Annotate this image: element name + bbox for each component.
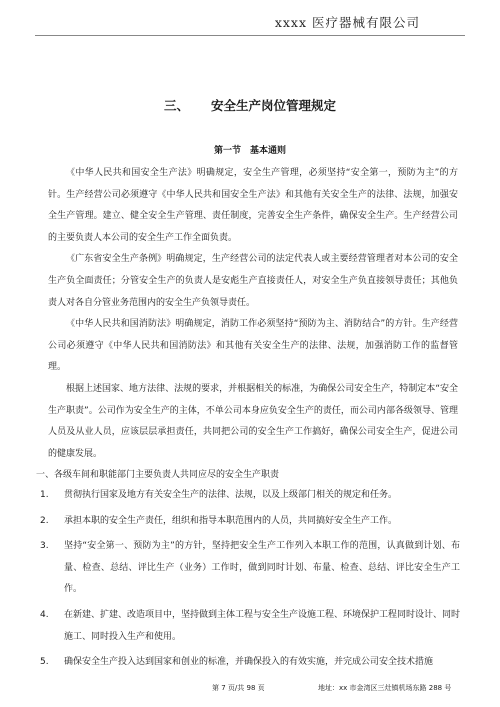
list-item-text: 贯彻执行国家及地方有关安全生产的法律、法规，以及上级部门相关的规定和任务。 xyxy=(64,490,398,500)
list-item-index: 4. xyxy=(40,609,49,620)
header-divider xyxy=(35,35,465,36)
list-item-index: 3. xyxy=(40,541,49,552)
list-item xyxy=(40,485,460,507)
list-item-index: 1. xyxy=(40,490,49,500)
list-item-text: 确保安全生产投入达到国家和创业的标准，并确保投入的有效实施，并完成公司安全技术措施 xyxy=(64,657,434,668)
page-number: 第 7 页/共 98 页 xyxy=(212,684,265,692)
chapter-number: 三、 xyxy=(163,98,189,113)
footer-address: 地址：xx 市金湾区三灶镇机场东路 288 号 xyxy=(318,684,452,692)
list-item xyxy=(40,511,460,533)
section-title: 基本通则 xyxy=(250,146,287,156)
list-item-index: 2. xyxy=(40,515,49,526)
section-heading xyxy=(0,143,500,156)
list-item-text: 在新建、扩建、改造项目中，坚持做到主体工程与安全生产设施工程、环境保护工程同时设计、同时施工、同时投入生产和使用。 xyxy=(64,609,461,642)
paragraph-guangdong-regulation: 《广东省安全生产条例》明确规定，生产经营公司的法定代表人或主要经营管理者对本公司的安全生产负全面责任；分管安全生产的负责人是安彪生产直接责任人，对安全生产负直接领导责任；其他负责人对各自分管业务范围内的安全生产负领导责任。 xyxy=(48,254,458,308)
body-text xyxy=(36,163,458,487)
chapter-title: 安全生产岗位管理规定 xyxy=(211,98,337,113)
list-item-index: 5. xyxy=(40,657,49,668)
header-company-name: xxxx 医疗器械有限公司 xyxy=(274,15,420,30)
subsection-heading: 一、各级车间和职能部门主要负责人共同应尽的安全生产职责 xyxy=(36,470,280,481)
list-item-text: 坚持“安全第一、预防为主”的方针，坚持把安全生产工作列入本职工作的范围，认真做到计划、布量、检查、总结、评比生产（业务）工作时，做到同时计划、布量、检查、总结、评比安全生产工作。 xyxy=(64,541,460,595)
paragraph-fire-law: 《中华人民共和国消防法》明确规定，消防工作必须坚持“预防为主、消防结合”的方针。生产经营公司必须遵守《中华人民共和国消防法》和其他有关安全生产的法律、法规，加强消防工作的监督管理。 xyxy=(48,319,458,373)
list-item xyxy=(40,536,460,601)
list-item-text: 承担本职的安全生产责任，组织和指导本职范围内的人员，共同搞好安全生产工作。 xyxy=(64,515,398,526)
list-item xyxy=(40,605,460,648)
paragraph-safety-law: 《中华人民共和国安全生产法》明确规定，安全生产管理，必须坚持“安全第一，预防为主”的方针。生产经营公司必须遵守《中华人民共和国安全生产法》和其他有关安全生产的法律、法规，加强安全生产管理。建立、健全安全生产管理、责任制度，完善安全生产条件，确保安全生产。生产经营公司的主要负责人本公司的安全生产工作全面负责。 xyxy=(48,168,458,243)
duty-list xyxy=(40,485,460,674)
paragraph-basis: 根据上述国家、地方法律、法规的要求，并根据相关的标准，为确保公司安全生产，特制定本“安全生产职责”。公司作为安全生产的主体，不单公司本身应负安全生产的责任，而公司内部各级领导、管理人员及从业人员，应该层层承担责任，共同把公司的安全生产工作搞好，确保公司安全生产，促进公司的健康发展。 xyxy=(48,383,458,459)
list-item xyxy=(40,652,460,674)
chapter-heading xyxy=(0,96,500,114)
section-number: 第一节 xyxy=(213,146,241,156)
